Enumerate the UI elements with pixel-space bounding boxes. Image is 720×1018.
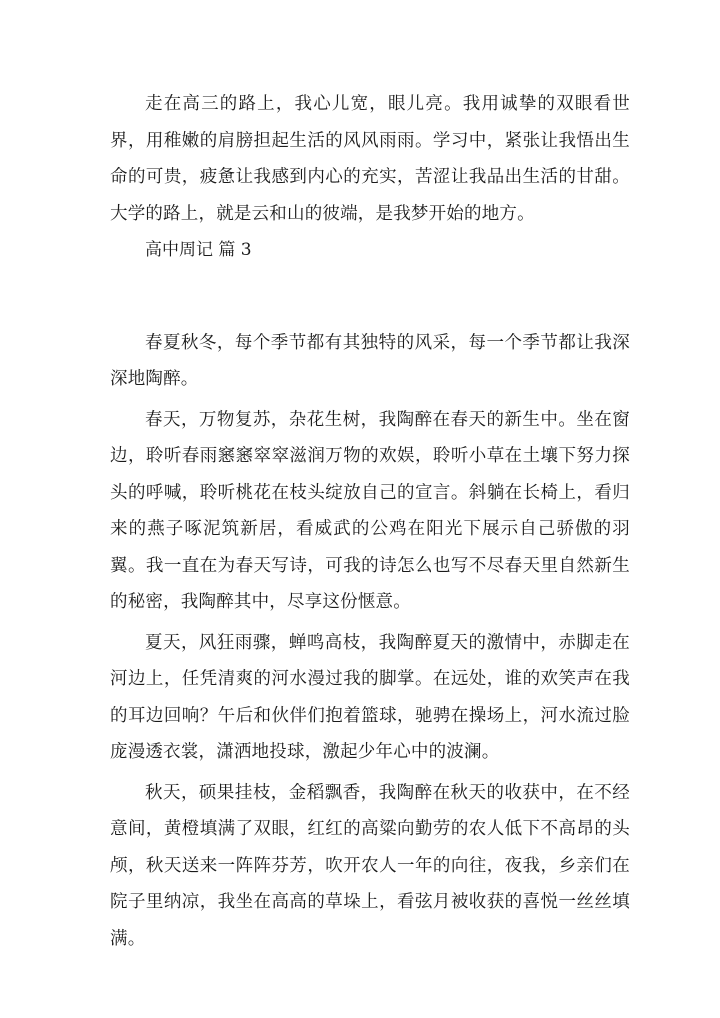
paragraph-spring: 春天，万物复苏，杂花生树，我陶醉在春天的新生中。坐在窗边，聆听春雨窸窸窣窣滋润万物的欢娱，聆听小草在土壤下努力探头的呼喊，聆听桃花在枝头绽放自己的宣言。斜躺在长椅上，看归来的燕子啄泥筑新居，看威武的公鸡在阳光下展示自己骄傲的羽翼。我一直在为春天写诗，可我的诗怎么也写不尽春天里自然新生的秘密，我陶醉其中，尽享这份惬意。 xyxy=(110,409,630,612)
paragraph-seasons-intro: 春夏秋冬，每个季节都有其独特的风采，每一个季节都让我深深地陶醉。 xyxy=(110,332,630,389)
section-heading: 高中周记 篇 3 xyxy=(145,240,252,260)
paragraph-autumn: 秋天，硕果挂枝，金稻飘香，我陶醉在秋天的收获中，在不经意间，黄橙填满了双眼，红红的高粱向勤劳的农人低下不高昂的头颅，秋天送来一阵阵芬芳，吹开农人一年的向往，夜我，乡亲们在院子里纳凉，我坐在高高的草垛上，看弦月被收获的喜悦一丝丝填满。 xyxy=(110,782,630,949)
document-page xyxy=(110,86,630,957)
intro-paragraph: 走在高三的路上，我心儿宽，眼儿亮。我用诚挚的双眼看世界，用稚嫩的肩膀担起生活的风风雨雨。学习中，紧张让我悟出生命的可贵，疲惫让我感到内心的充实，苦涩让我品出生活的甘甜。大学的路上，就是云和山的彼端，是我梦开始的地方。 xyxy=(110,94,630,224)
paragraph-summer: 夏天，风狂雨骤，蝉鸣高枝，我陶醉夏天的激情中，赤脚走在河边上，任凭清爽的河水漫过我的脚掌。在远处，谁的欢笑声在我的耳边回响？午后和伙伴们抱着篮球，驰骋在操场上，河水流过脸庞漫透衣裳，潇洒地投球，激起少年心中的波澜。 xyxy=(110,632,630,762)
heading-spacer xyxy=(110,269,630,325)
